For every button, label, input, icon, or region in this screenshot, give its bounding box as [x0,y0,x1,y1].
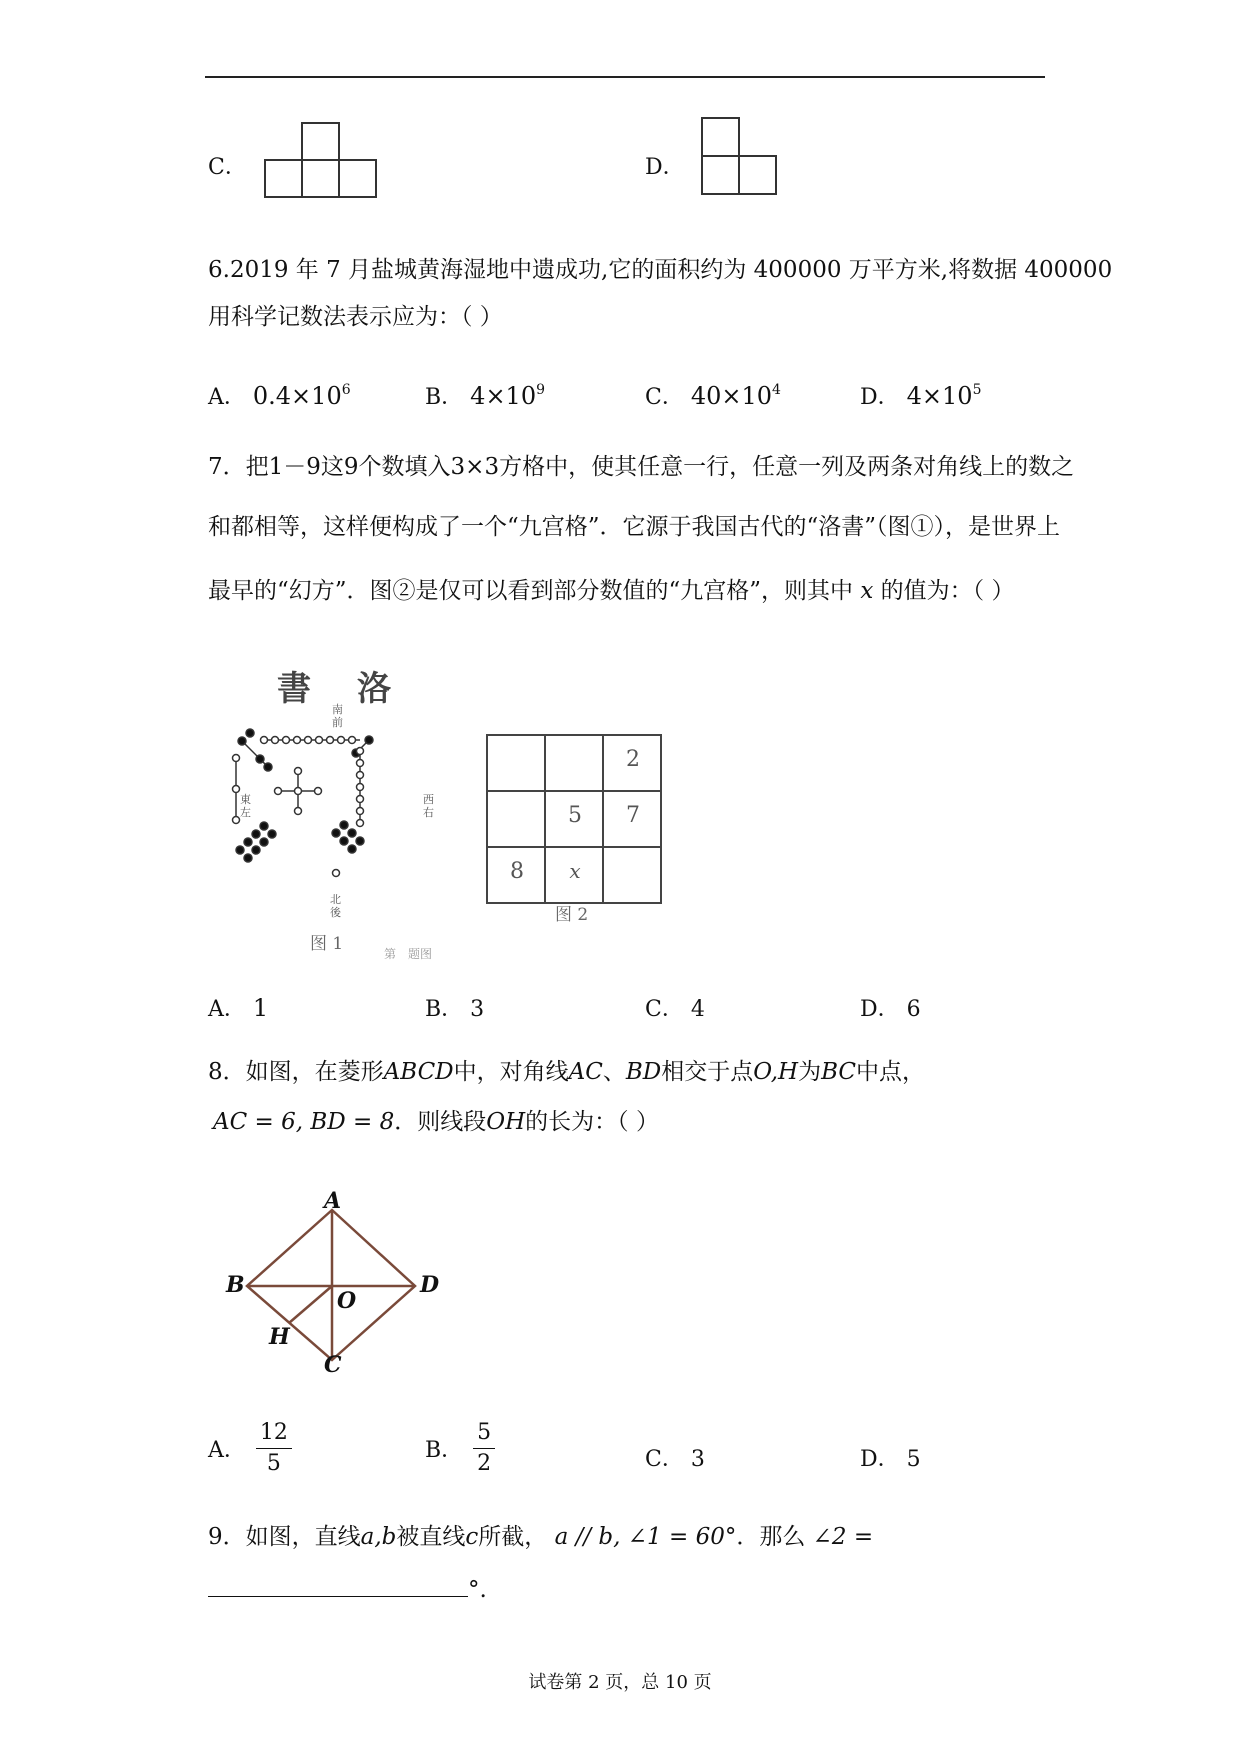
q7-option-d [860,992,921,1023]
rhombus-center-o: O [337,1288,357,1314]
q7-option-b-label: B． [425,997,464,1022]
q8-text-7: ．则线段 [394,1109,487,1135]
q6-option-c-exp: 4 [772,382,781,398]
q7-option-a [208,992,268,1023]
q7-option-c-value: 4 [690,997,705,1022]
q5-c-square-top [302,123,339,160]
rhombus-vertex-b: B [226,1272,245,1298]
q7-option-b-value: 3 [470,997,485,1022]
q8-stem-line1 [208,1057,925,1087]
q7-option-a-value: 1 [252,994,269,1022]
q8-text-4: 相交于点 [661,1059,754,1085]
q9-text-4: ．那么 [736,1524,806,1550]
grid-caption: 图 2 [555,905,589,925]
grid-cell-r2c3: 7 [626,803,640,828]
q9-given: a // b, ∠1 = 60° [554,1524,737,1550]
q9-answer-line [208,1572,487,1605]
q8-points-oh: O,H [753,1059,799,1085]
q7-option-d-label: D． [860,997,900,1022]
q6-option-b-exp: 9 [536,382,546,398]
q7-variable-x: x [860,578,874,604]
q8-option-b-numerator: 5 [473,1418,495,1449]
q6-option-c [645,380,781,411]
q8-stem-line2 [213,1107,659,1137]
luoshu-dot-diagram [232,655,472,961]
q7-option-b [425,992,484,1023]
q6-option-a-base: 0.4×10 [252,382,342,410]
q6-stem-line1: 6.2019 年 7 月盐城黄海湿地中遗成功,它的面积约为 400000 万平方米,将数据 400000 [208,257,1113,283]
q9-text-1: 9．如图，直线 [208,1524,361,1550]
q6-option-d-base: 4×10 [906,382,973,410]
q6-option-c-label: C． [645,385,684,410]
q7-figure-2-grid [485,733,665,908]
luoshu-bottom-label: 北後 [330,893,341,919]
q5-d-square-bottom-right [739,156,776,194]
q8-option-d-label: D． [860,1447,900,1472]
q8-option-d-value: 5 [906,1447,921,1472]
q7-option-a-label: A． [208,997,246,1022]
q8-option-a-label: A． [208,1438,246,1463]
q8-option-d [860,1442,921,1473]
q6-option-b-base: 4×10 [470,382,537,410]
rhombus-vertex-c: C [324,1352,342,1378]
q6-option-a-label: A． [208,385,246,410]
q7-stem-line3-b: 的值为：（ ） [880,578,1015,604]
q9-line-c: c [465,1524,479,1550]
q9-answer-blank[interactable] [208,1572,468,1597]
q5-option-c-label: C． [208,155,247,180]
q8-text-8: 的长为：（ ） [525,1109,659,1135]
q9-degree-end: °. [468,1577,487,1603]
q8-text-1: 8．如图，在菱形 [208,1059,384,1085]
header-rule [205,76,1045,78]
q8-text-5: 为 [798,1059,822,1085]
q6-option-a [208,380,351,411]
q7-stem-line1: 7．把1－9这9个数填入3×3方格中，使其任意一行，任意一列及两条对角线上的数之 [208,454,1075,480]
q7-option-c [645,992,705,1023]
q5-c-square-right [339,160,376,197]
q6-option-d-exp: 5 [972,382,982,398]
q8-option-b-label: B． [425,1438,464,1463]
q9-lines-ab: a,b [360,1524,397,1550]
q8-given-values: AC = 6, BD = 8 [213,1109,395,1135]
q8-rhombus-name: ABCD [383,1059,454,1085]
luoshu-title-right: 洛 [357,669,391,709]
q5-c-square-mid [302,160,339,197]
q8-diagonal-ac: AC [568,1059,603,1085]
rhombus-midpoint-h: H [269,1324,290,1350]
q8-option-c-value: 3 [690,1447,705,1472]
q5-option-c-figure [262,120,382,202]
q8-option-b-fraction [473,1418,495,1479]
q8-option-c-label: C． [645,1447,684,1472]
q8-text-6: 中点， [856,1059,926,1085]
q6-option-a-exp: 6 [341,382,351,398]
grid-cell-r1c3: 2 [626,747,640,772]
grid-cell-r3c1: 8 [510,859,524,884]
luoshu-caption: 图 1 [310,934,344,954]
q6-option-c-base: 40×10 [690,382,773,410]
q5-d-square-bottom-left [702,156,739,194]
q5-option-d-label: D． [645,155,685,180]
page-footer: 试卷第 2 页，总 10 页 [528,1672,712,1693]
q5-d-square-top [702,118,739,156]
q5-option-d-figure [697,115,783,199]
q8-option-a [208,1418,292,1479]
luoshu-below-caption: 第 题图 [384,947,433,961]
q8-option-a-denominator: 5 [266,1451,281,1476]
q8-side-bc: BC [821,1059,857,1085]
luoshu-left-label: 東左 [240,793,251,819]
q8-rhombus-figure [215,1188,445,1378]
q8-text-3: 、 [602,1059,626,1085]
q8-option-c [645,1442,705,1473]
q9-text-3: 所截， [478,1524,548,1550]
q7-stem-line3-a: 最早的“幻方”．图②是仅可以看到部分数值的“九宫格”，则其中 [208,578,854,604]
q6-option-b-label: B． [425,385,464,410]
q8-segment-oh: OH [486,1109,526,1135]
q7-stem-line3 [208,576,1014,606]
q8-option-a-fraction [256,1418,292,1479]
luoshu-top-label: 南前 [332,703,343,729]
q6-stem-line2: 用科学记数法表示应为：（ ） [208,304,503,330]
rhombus-drawing [215,1188,445,1378]
q7-option-d-value: 6 [906,997,921,1022]
q9-text-2: 被直线 [396,1524,466,1550]
q9-angle-2: ∠2 = [812,1524,874,1550]
grid-cell-r2c2: 5 [568,803,582,828]
q8-option-b [425,1418,495,1479]
q5-c-square-left [265,160,302,197]
q8-option-a-numerator: 12 [256,1418,292,1449]
q6-option-d-label: D． [860,385,900,410]
luoshu-title-left: 書 [277,669,311,709]
q6-option-b [425,380,545,411]
q7-figure-1-luoshu [232,655,472,961]
grid-cell-r3c2: x [569,859,581,883]
q8-text-2: 中，对角线 [453,1059,569,1085]
luoshu-right-label: 西右 [423,793,434,819]
q8-diagonal-bd: BD [625,1059,662,1085]
q8-option-b-denominator: 2 [477,1451,492,1476]
q7-option-c-label: C． [645,997,684,1022]
q9-stem [208,1522,873,1552]
rhombus-vertex-d: D [420,1272,440,1298]
rhombus-vertex-a: A [324,1188,342,1214]
q7-stem-line2: 和都相等，这样便构成了一个“九宫格”．它源于我国古代的“洛書”（图①），是世界上 [208,514,1061,540]
q6-option-d [860,380,981,411]
